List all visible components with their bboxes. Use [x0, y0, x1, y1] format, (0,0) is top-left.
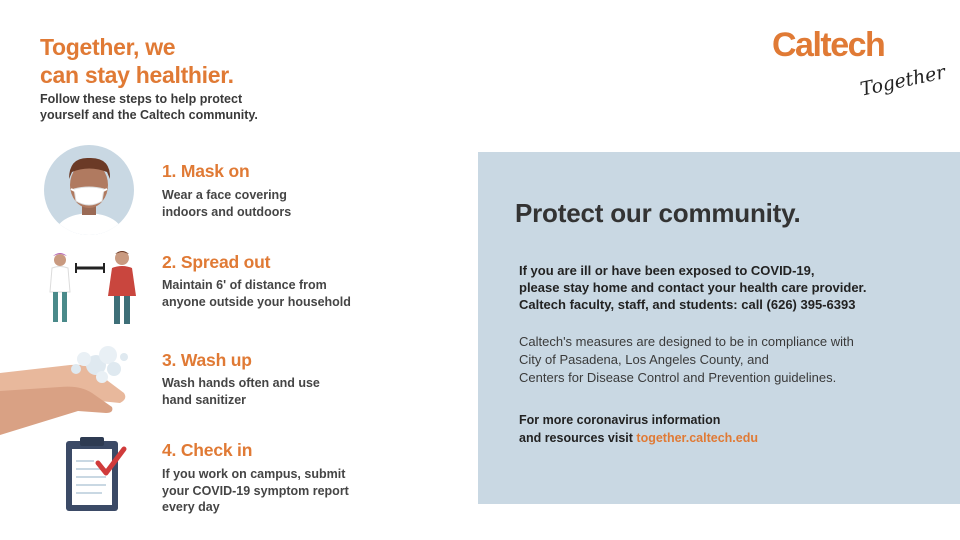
- alert-line-1: If you are ill or have been exposed to COVID-19,: [519, 263, 815, 278]
- intro-text: [40, 91, 320, 123]
- step-1-line-2: indoors and outdoors: [162, 204, 292, 219]
- step-3-line-2: hand sanitizer: [162, 392, 247, 407]
- measures-line-1: Caltech's measures are designed to be in compliance with: [519, 334, 854, 349]
- step-1-line-1: Wear a face covering: [162, 188, 287, 202]
- panel-title: Protect our community.: [515, 198, 801, 228]
- step-2-title: 2. Spread out: [162, 252, 271, 272]
- more-line-1: For more coronavirus information: [519, 413, 721, 427]
- intro-line-1: Follow these steps to help protect: [40, 92, 243, 106]
- step-3-text: [162, 375, 422, 408]
- measures-line-2: City of Pasadena, Los Angeles County, and: [519, 352, 769, 367]
- more-line-2-prefix: and resources visit: [519, 431, 637, 445]
- illness-alert: [519, 262, 867, 313]
- together-script-logo: [858, 61, 948, 104]
- measures-line-3: Centers for Disease Control and Prevention guidelines.: [519, 370, 837, 385]
- alert-line-2: please stay home and contact your health care provider.: [519, 280, 867, 295]
- step-2-line-1: Maintain 6' of distance from: [162, 278, 327, 292]
- together-script-text: Together: [858, 61, 948, 101]
- step-4-title: 4. Check in: [162, 440, 253, 460]
- step-1-text: [162, 187, 422, 220]
- step-3-line-1: Wash hands often and use: [162, 376, 320, 390]
- masked-person-icon: [41, 145, 141, 235]
- hand-washing-icon: [0, 335, 135, 435]
- caltech-logo: Caltech: [772, 26, 885, 64]
- social-distance-icon: [40, 248, 140, 328]
- step-1-title: 1. Mask on: [162, 161, 250, 181]
- step-4-line-1: If you work on campus, submit: [162, 467, 346, 481]
- headline-line-1: Together, we: [40, 34, 176, 60]
- step-4-line-2: your COVID-19 symptom report: [162, 483, 349, 498]
- clipboard-check-icon: [62, 437, 128, 515]
- step-3-title: 3. Wash up: [162, 350, 252, 370]
- alert-line-3: Caltech faculty, staff, and students: call (626) 395-6393: [519, 297, 856, 312]
- more-info: [519, 411, 758, 447]
- headline: [40, 33, 234, 89]
- step-4-text: [162, 466, 422, 516]
- step-4-line-3: every day: [162, 500, 220, 514]
- headline-line-2: can stay healthier.: [40, 62, 234, 88]
- intro-line-2: yourself and the Caltech community.: [40, 108, 258, 122]
- measures-text: [519, 333, 854, 387]
- step-2-line-2: anyone outside your household: [162, 294, 351, 309]
- step-2-text: [162, 277, 422, 310]
- together-link[interactable]: together.caltech.edu: [636, 431, 758, 445]
- more-line-2: [519, 429, 758, 447]
